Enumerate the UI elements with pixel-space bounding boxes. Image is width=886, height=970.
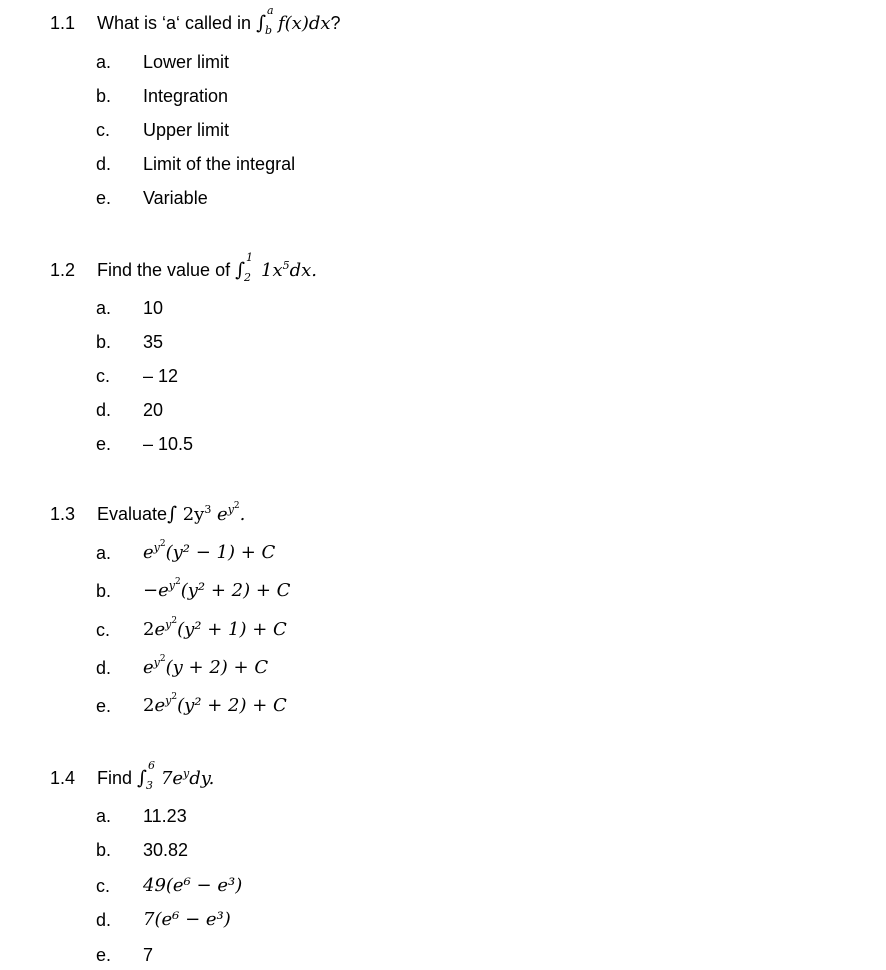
- integral-sign: ∫: [235, 259, 245, 281]
- option-expression: 49(e⁶ − e³): [143, 875, 243, 896]
- question-number: 1.2: [50, 260, 76, 280]
- option-text: Lower limit: [143, 52, 230, 72]
- integrand-exponent: y: [183, 767, 190, 780]
- question-text: [97, 759, 215, 792]
- option-letter: e.: [96, 945, 112, 965]
- option-letter: b.: [96, 332, 112, 352]
- question-text: [97, 503, 245, 526]
- integrand-base: e: [211, 504, 228, 525]
- upper-limit: a: [266, 4, 274, 17]
- integral-sign: ∫: [137, 767, 147, 789]
- integral-limits: [145, 759, 159, 792]
- question-end: ?: [330, 13, 341, 33]
- question-text: [97, 4, 341, 37]
- option-letter: e.: [96, 188, 112, 208]
- integrand-exponent-power: 2: [233, 501, 240, 511]
- integrand: [176, 501, 246, 525]
- option-text: Upper limit: [143, 120, 230, 140]
- option-letter: d.: [96, 154, 112, 174]
- option-letter: b.: [96, 840, 112, 860]
- integrand-coefficient: 7e: [160, 768, 184, 789]
- option-text: – 10.5: [143, 434, 194, 454]
- upper-limit: 1: [246, 251, 253, 264]
- option-letter: c.: [96, 366, 111, 386]
- option-expression: 7(e⁶ − e³): [143, 909, 231, 930]
- integrand-coefficient: 1x: [261, 260, 283, 281]
- option-letter: e.: [96, 434, 112, 454]
- option-letter: b.: [96, 581, 112, 601]
- option-text: Variable: [143, 188, 208, 208]
- option-text: 10: [143, 298, 164, 318]
- option-letter: d.: [96, 658, 112, 678]
- integrand-exponent: 3: [204, 503, 212, 516]
- question-number: 1.4: [50, 768, 76, 788]
- integral-limits: [264, 4, 278, 37]
- option-expression: $e^{y^2}(y^2 - 1) + C$: [143, 539, 276, 563]
- integral-limits: [244, 251, 257, 284]
- option-text: 20: [143, 400, 164, 420]
- option-letter: b.: [96, 86, 112, 106]
- option-expression: $-e^{y^2}(y^2 + 2) + C$: [143, 577, 291, 601]
- option-letter: d.: [96, 910, 112, 930]
- question-prompt: Find the value of: [97, 260, 236, 280]
- upper-limit: 6: [147, 759, 155, 772]
- option-expression: $2e^{y^2}(y^2 + 1) + C$: [143, 616, 287, 640]
- option-letter: c.: [96, 876, 111, 896]
- question-number: 1.3: [50, 504, 76, 524]
- option-text: 35: [143, 332, 164, 352]
- option-letter: a.: [96, 806, 112, 826]
- option-expression: $2e^{y^2}(y^2 + 2) + C$: [143, 692, 287, 716]
- integral-sign: ∫: [256, 12, 266, 34]
- option-letter: e.: [96, 696, 112, 716]
- option-letter: c.: [96, 120, 111, 140]
- option-text: 11.23: [143, 806, 187, 826]
- integrand-exponent: 5: [282, 259, 290, 272]
- question-prompt: What is ‘a‘ called in: [97, 13, 257, 33]
- question-end: .: [239, 504, 246, 525]
- integrand: f(x)dx: [277, 13, 331, 34]
- option-expression: $e^{y^2}(y + 2) + C$: [143, 654, 269, 678]
- question-text: [97, 251, 318, 284]
- lower-limit: 2: [244, 271, 251, 284]
- integrand: [261, 260, 317, 281]
- question-prompt: Evaluate: [97, 504, 168, 524]
- question-number: 1.1: [50, 13, 76, 33]
- option-text: 7: [143, 945, 154, 965]
- option-text: Integration: [143, 86, 229, 106]
- integrand-differential: dx.: [289, 260, 318, 281]
- option-letter: d.: [96, 400, 112, 420]
- option-text: 30.82: [143, 840, 189, 860]
- lower-limit: 3: [145, 779, 153, 792]
- option-text: Limit of the integral: [143, 154, 296, 174]
- option-letter: a.: [96, 543, 112, 563]
- integral-sign: ∫: [167, 503, 177, 525]
- integrand-exponent-var: y: [227, 503, 234, 516]
- option-letter: a.: [96, 52, 112, 72]
- integrand-coefficient: 2y: [176, 504, 205, 525]
- question-prompt: Find: [97, 768, 138, 788]
- integrand-differential: dy.: [189, 768, 215, 789]
- option-text: – 12: [143, 366, 179, 386]
- integrand: [161, 768, 214, 789]
- lower-limit: b: [264, 24, 273, 37]
- option-letter: c.: [96, 620, 111, 640]
- option-letter: a.: [96, 298, 112, 318]
